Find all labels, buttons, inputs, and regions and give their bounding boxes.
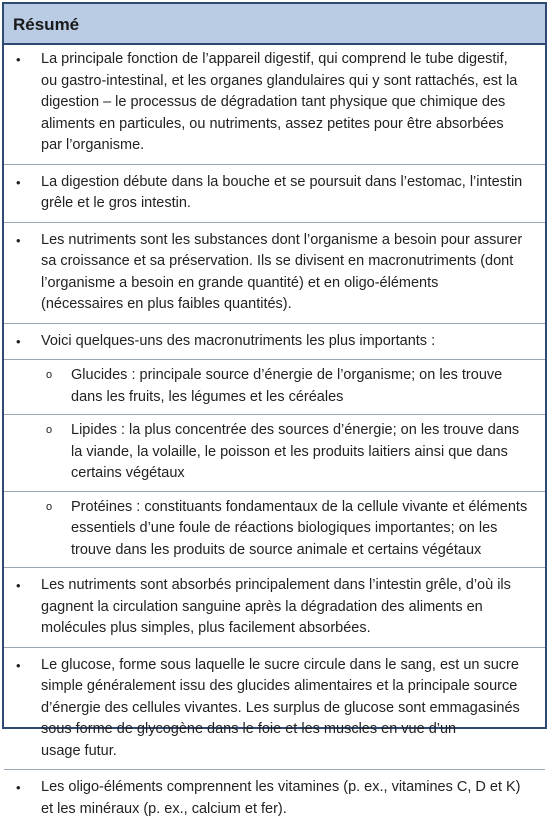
bullet-marker: • [16,52,21,67]
text-line: Lipides : la plus concentrée des sources d’énergie; on les trouve dans [71,422,520,438]
text-line: La digestion débute dans la bouche et se poursuit dans l’estomac, l’intestin [41,173,523,190]
bullet-item-absorption [4,571,545,644]
sub-item-lipides [4,418,545,488]
text-line: simple généralement issu des glucides alimentaires et la principale source [41,678,518,694]
text-line: gagnent la circulation sanguine après la dégradation des aliments en [41,598,483,615]
bullet-marker: • [16,780,21,795]
text-line: par l’organisme. [41,137,145,153]
text-line: digestion – le processus de dégradation tant physique que chimique des [41,94,506,110]
bullet-marker: • [16,232,21,248]
text-line: sa croissance et sa préservation. Ils se divisent en macronutriments (dont [41,253,514,269]
text-line: d’énergie des cellules vivantes. Les surplus de glucose sont emmagasinés [41,699,520,716]
text-line: dans les fruits, les légumes et les céréales [71,388,344,405]
text-line: certains végétaux [71,465,185,481]
text-line: trouve dans les produits de source animale et certains végétaux [71,541,482,558]
separator [4,323,545,324]
text-line: molécules plus simples, plus facilement absorbées. [41,620,371,636]
sub-item-glucides [4,363,545,411]
separator [4,769,545,770]
separator [4,164,545,165]
bullet-marker: • [16,333,21,349]
text-line: l’organisme a besoin en grande quantité) et en oligo-éléments [41,274,439,291]
text-line: Le glucose, forme sous laquelle le sucre circule dans le sang, est un sucre [41,656,519,673]
bullet-marker: • [16,174,21,190]
text-line: usage futur. [41,742,117,759]
text-line: Protéines : constituants fondamentaux de la cellule vivante et éléments [71,498,528,515]
text-line: grêle et le gros intestin. [41,195,191,211]
text-line: la viande, la volaille, le poisson et les produits laitiers ainsi que dans [71,443,508,460]
bullet-item-digestive-function [4,45,545,161]
separator [4,491,545,492]
bullet-item-glucose [4,651,545,767]
separator [4,647,545,648]
text-line: Les oligo-éléments comprennent les vitamines (p. ex., vitamines C, D et K) [41,779,521,795]
sub-bullet-marker: o [46,424,53,436]
separator [4,222,545,223]
summary-title: Résumé [4,4,545,45]
text-line: Glucides : principale source d’énergie de l’organisme; on les trouve [71,367,503,383]
sub-item-proteines [4,495,545,565]
bullet-item-macronutrients [4,327,545,357]
separator [4,359,545,360]
text-line: ou gastro-intestinal, et les organes glandulaires qui y sont rattachés, est la [41,72,518,89]
separator [4,414,545,415]
text-line: Les nutriments sont les substances dont l’organisme a besoin pour assurer [41,231,523,248]
text-line: Les nutriments sont absorbés principalement dans l’intestin grêle, d’où ils [41,577,511,593]
text-line: (nécessaires en plus faibles quantités). [41,296,292,312]
text-line: aliments en particules, ou nutriments, assez petites pour être absorbées [41,115,504,132]
text-line: essentiels d’une foule de réactions biologiques importantes; on les [71,520,498,536]
text-line: sous forme de glycogène dans le foie et les muscles en vue d’un [41,721,457,737]
bullet-marker: • [16,578,21,593]
sub-bullet-marker: o [46,369,53,381]
bullet-marker: • [16,657,21,673]
bullet-item-nutrients [4,226,545,320]
text-line: Voici quelques-uns des macronutriments les plus importants : [41,332,436,349]
bullet-item-oligo-elements [4,773,545,824]
bullet-item-digestion-start [4,168,545,219]
summary-box [2,2,547,817]
text-line: La principale fonction de l’appareil digestif, qui comprend le tube digestif, [41,51,508,67]
sub-bullet-marker: o [46,500,53,513]
separator [4,567,545,568]
text-line: et les minéraux (p. ex., calcium et fer). [41,800,287,817]
